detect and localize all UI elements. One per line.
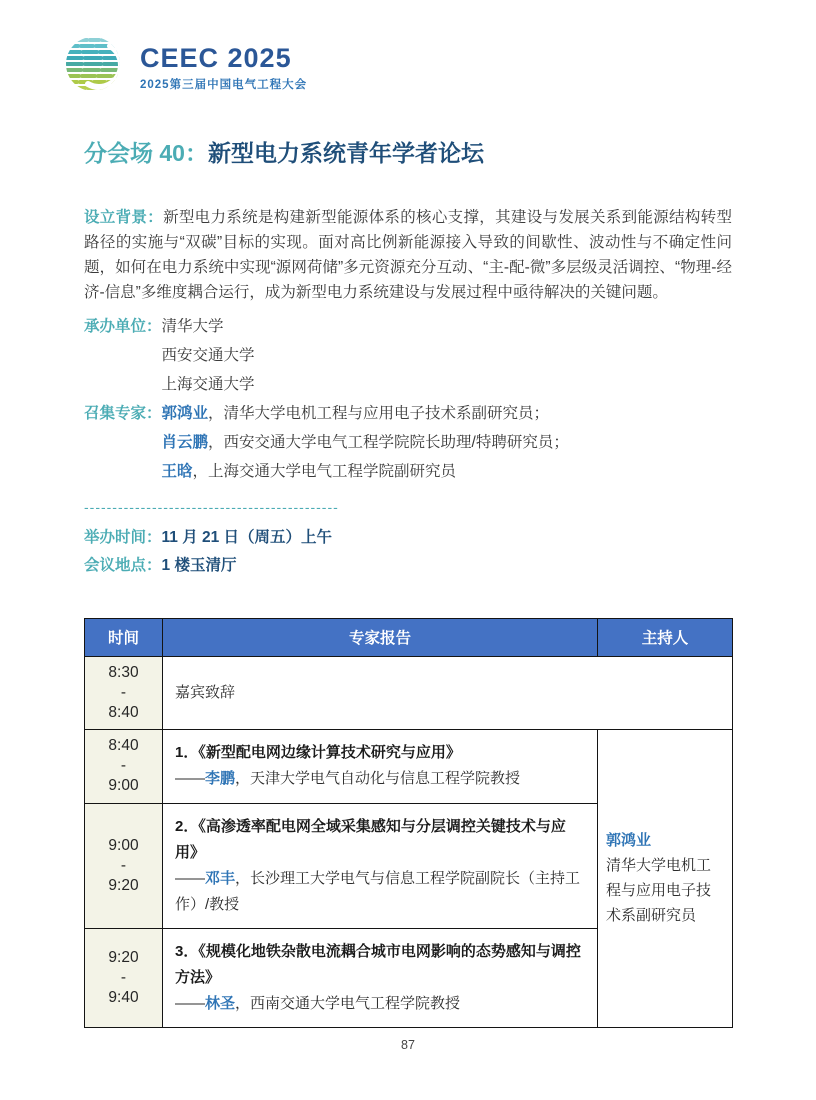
time-cell xyxy=(85,729,163,803)
convener-desc: ，西安交通大学电气工程学院院长助理/特聘研究员； xyxy=(208,433,569,451)
event-time-label: 举办时间： xyxy=(84,528,162,546)
event-time-value: 11 月 21 日（周五）上午 xyxy=(161,528,333,546)
moderator-name: 郭鸿业 xyxy=(606,832,652,850)
report-title: 3．《规模化地铁杂散电流耦合城市电网影响的态势感知与调控方法》 xyxy=(175,942,581,986)
time-start: 9:20 xyxy=(108,948,139,966)
report-speaker-line xyxy=(175,766,585,792)
time-start: 8:40 xyxy=(108,737,139,755)
speaker-name: 李鹏 xyxy=(205,770,236,788)
dashed-divider: --------------------------------------------- xyxy=(84,498,339,515)
table-header-row xyxy=(85,618,733,656)
convener-name: 郭鸿业 xyxy=(161,404,209,422)
time-cell xyxy=(85,803,163,928)
conveners-block xyxy=(84,399,732,486)
moderator-desc: 清华大学电机工程与应用电子技术系副研究员 xyxy=(606,857,712,925)
convener-item xyxy=(162,457,569,486)
background-text: 新型电力系统是构建新型能源体系的核心支撑，其建设与发展关系到能源结构转型路径的实施与“双碳”目标的实现。面对高比例新能源接入导致的间歇性、波动性与不确定性问题，如何在电力系统中实现“源网荷储”多元资源充分互动、“主-配-微”多层级灵活调控、“物理-经济-信息”多维度耦合运行，成为新型电力系统建设与发展过程中亟待解决的关键问题。 xyxy=(84,208,732,301)
page-content xyxy=(84,139,732,1028)
col-header-moderator: 主持人 xyxy=(598,618,733,656)
conference-logo xyxy=(0,0,816,95)
logo-title: CEEC 2025 xyxy=(140,43,292,74)
time-separator: - xyxy=(120,683,127,701)
speaker-dash: —— xyxy=(175,770,205,788)
organizer-item: 上海交通大学 xyxy=(161,375,255,393)
time-separator: - xyxy=(120,757,127,775)
time-cell xyxy=(85,928,163,1027)
time-separator: - xyxy=(120,856,127,874)
schedule-table xyxy=(84,618,733,1028)
speaker-dash: —— xyxy=(175,869,205,887)
event-venue-line xyxy=(84,552,732,580)
organizers-list xyxy=(162,312,255,399)
time-end: 9:20 xyxy=(108,876,139,894)
session-number: 分会场 40： xyxy=(84,140,208,166)
speaker-desc: ，西南交通大学电气工程学院教授 xyxy=(235,994,461,1012)
table-row xyxy=(85,729,733,803)
event-venue-value: 1 楼玉清厅 xyxy=(161,556,237,574)
report-title: 2．《高渗透率配电网全域采集感知与分层调控关键技术与应用》 xyxy=(175,817,566,861)
conveners-label: 召集专家： xyxy=(84,404,162,422)
session-name: 新型电力系统青年学者论坛 xyxy=(207,140,484,166)
logo-subtitle: 2025第三届中国电气工程大会 xyxy=(140,78,308,91)
logo-text xyxy=(140,36,307,91)
ceec-globe-icon xyxy=(64,33,126,95)
convener-item xyxy=(162,399,569,428)
event-venue-label: 会议地点： xyxy=(84,556,162,574)
convener-desc: ，清华大学电机工程与应用电子技术系副研究员； xyxy=(208,404,550,422)
report-title: 1．《新型配电网边缘计算技术研究与应用》 xyxy=(175,744,461,762)
organizer-item: 清华大学 xyxy=(161,317,224,335)
speaker-desc: ，长沙理工大学电气与信息工程学院副院长（主持工作）/教授 xyxy=(175,869,581,913)
time-end: 9:40 xyxy=(108,988,139,1006)
convener-item xyxy=(162,428,569,457)
organizer-item: 西安交通大学 xyxy=(161,346,255,364)
speaker-name: 林圣 xyxy=(205,994,236,1012)
conveners-list xyxy=(162,399,569,486)
time-start: 8:30 xyxy=(108,663,139,681)
report-speaker-line xyxy=(175,991,585,1017)
table-row xyxy=(85,656,733,729)
convener-name: 王晗 xyxy=(161,462,193,480)
report-cell xyxy=(163,803,598,928)
report-cell xyxy=(163,928,598,1027)
time-end: 9:00 xyxy=(108,777,139,795)
page-title xyxy=(84,139,732,169)
organizers-block xyxy=(84,312,732,399)
event-time-line xyxy=(84,524,732,552)
speaker-name: 邓丰 xyxy=(205,869,236,887)
organizers-label: 承办单位： xyxy=(84,317,162,335)
report-cell: 嘉宾致辞 xyxy=(163,656,733,729)
background-label: 设立背景： xyxy=(84,208,164,226)
page-number: 87 xyxy=(401,1038,415,1052)
speaker-desc: ，天津大学电气自动化与信息工程学院教授 xyxy=(235,770,521,788)
col-header-time: 时间 xyxy=(85,618,163,656)
time-end: 8:40 xyxy=(108,703,139,721)
speaker-dash: —— xyxy=(175,994,205,1012)
moderator-cell xyxy=(598,729,733,1027)
convener-name: 肖云鹏 xyxy=(161,433,209,451)
report-cell xyxy=(163,729,598,803)
background-paragraph xyxy=(84,205,732,305)
time-cell xyxy=(85,656,163,729)
time-start: 9:00 xyxy=(108,836,139,854)
convener-desc: ，上海交通大学电气工程学院副研究员 xyxy=(192,462,457,480)
time-separator: - xyxy=(120,968,127,986)
col-header-report: 专家报告 xyxy=(163,618,598,656)
report-speaker-line xyxy=(175,866,585,918)
